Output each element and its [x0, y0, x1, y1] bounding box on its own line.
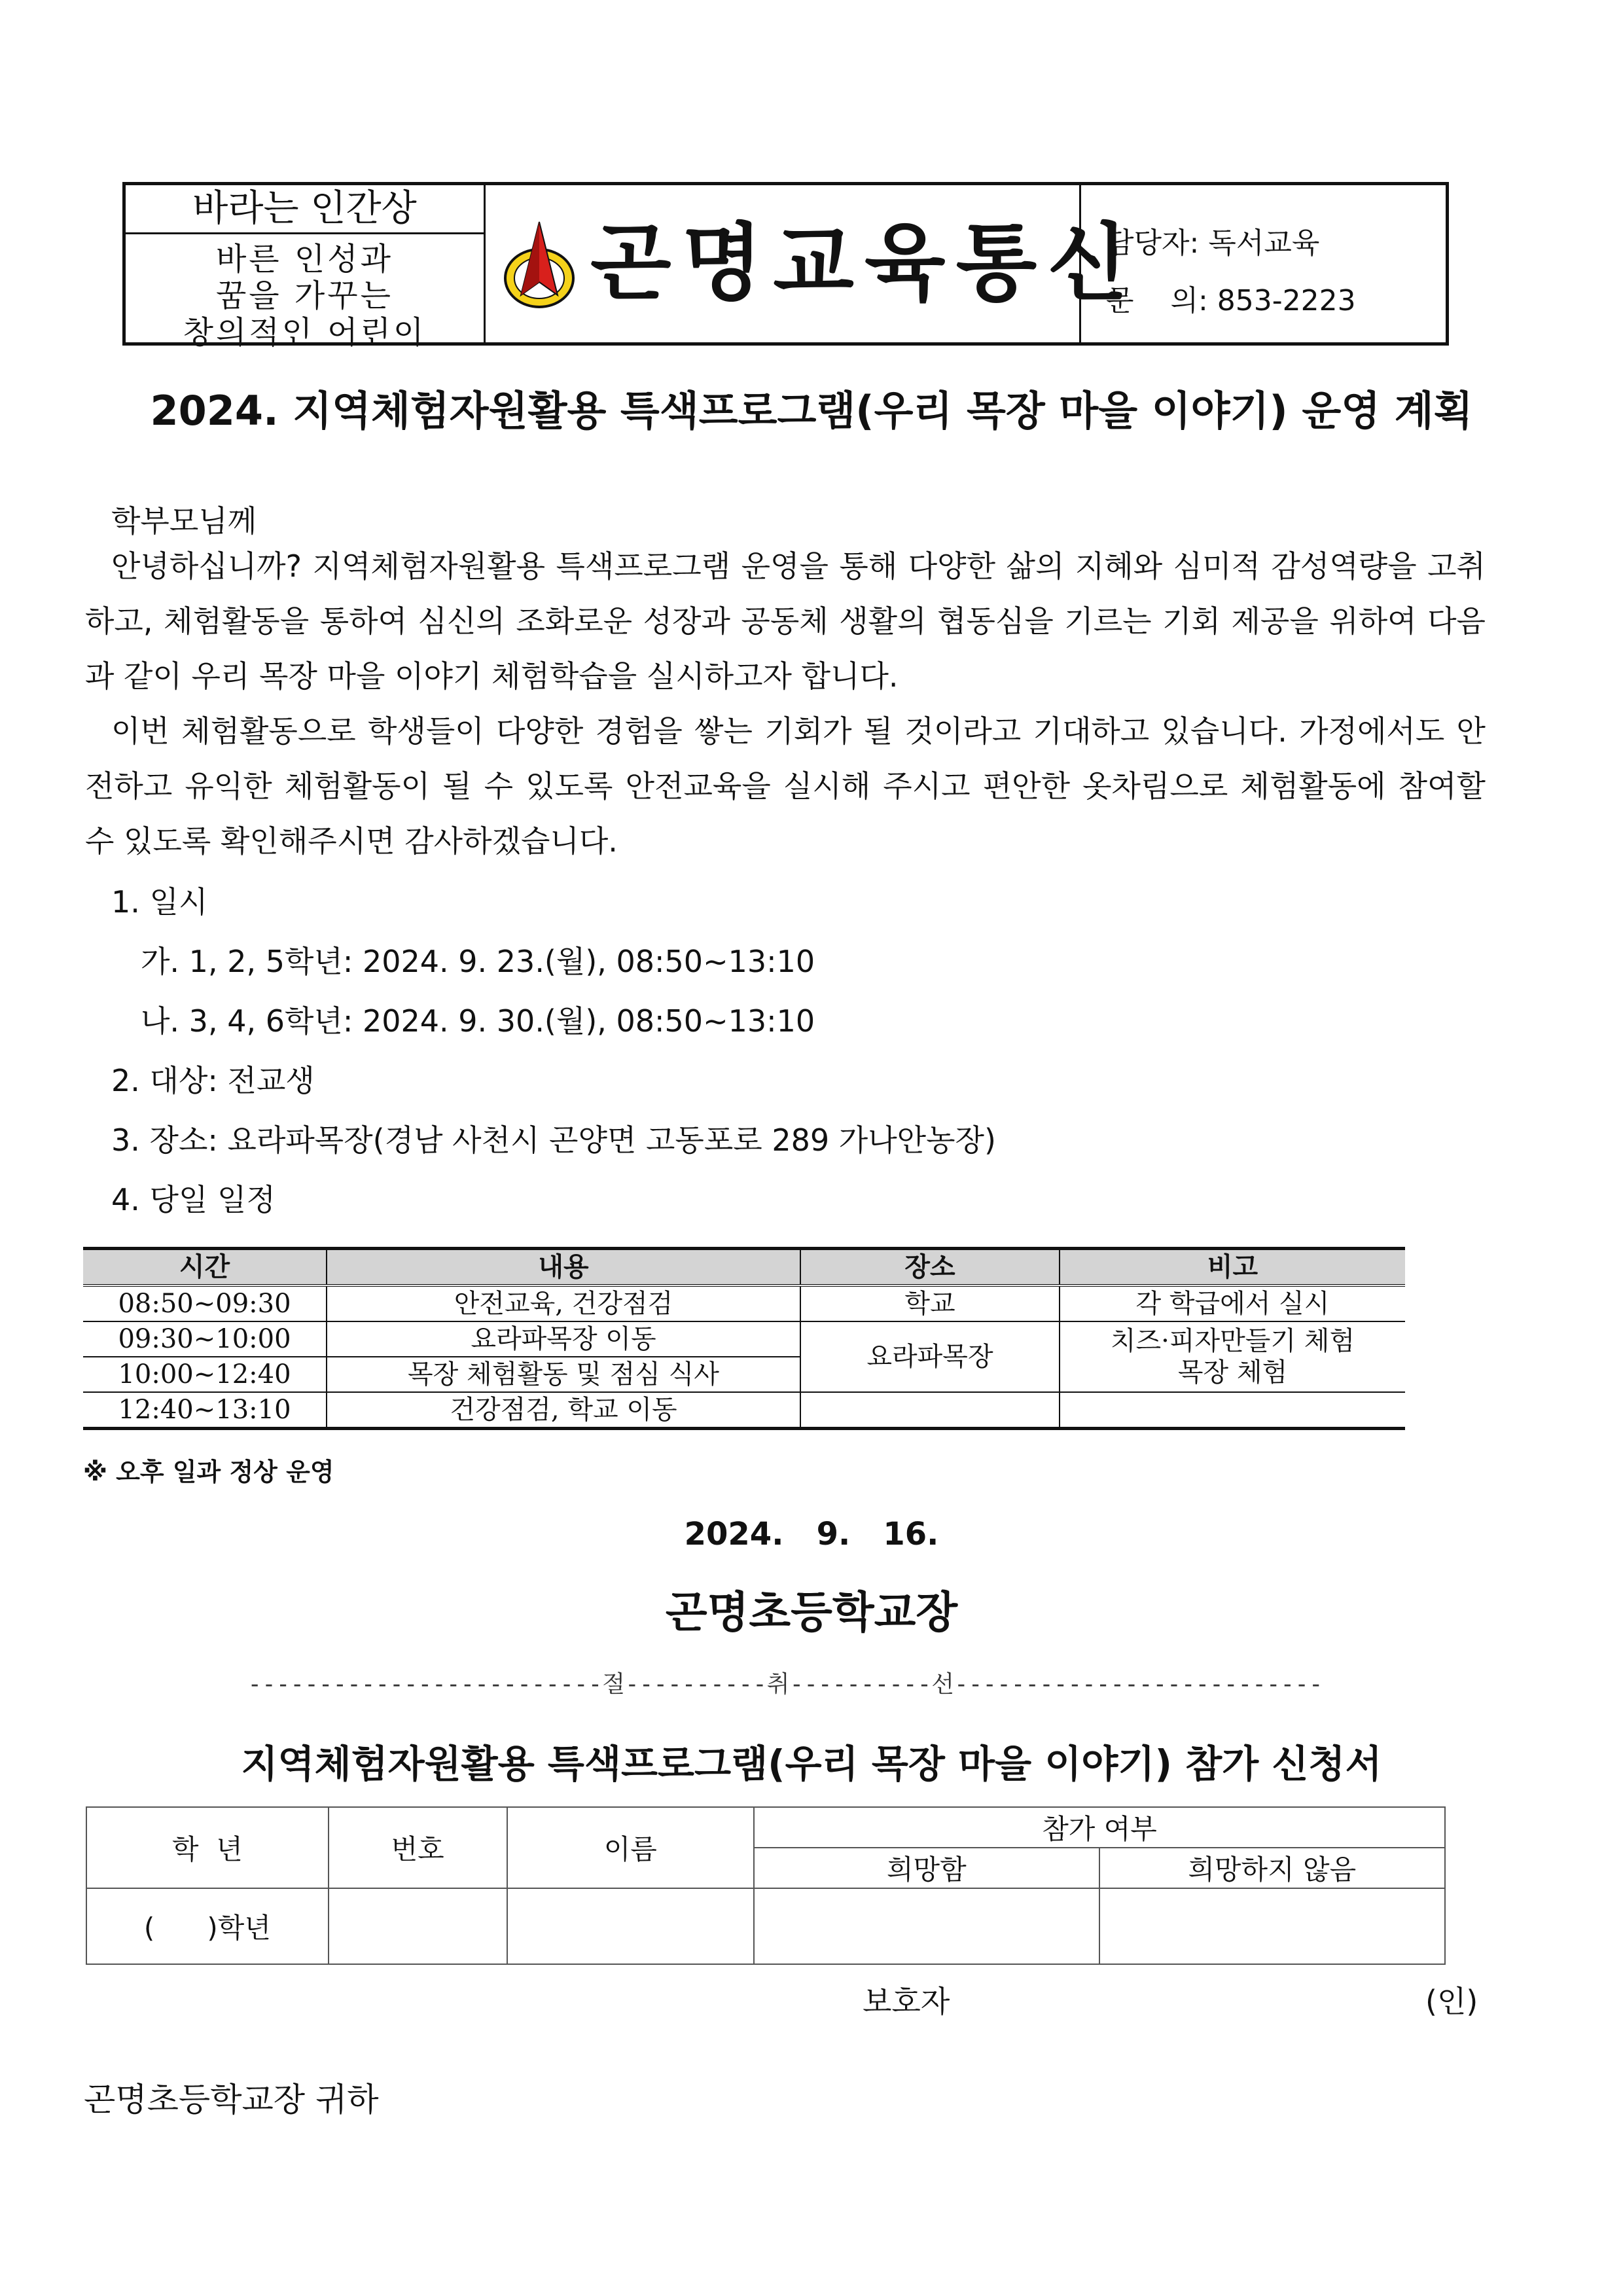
cell-content: 목장 체험활동 및 점심 식사 [327, 1357, 800, 1392]
participate-no-field[interactable] [1099, 1888, 1445, 1964]
form-title: 지역체험자원활용 특색프로그램(우리 목장 마을 이야기) 참가 신청서 [241, 1742, 1382, 1786]
table-row [83, 1285, 1405, 1321]
newsletter-brand [486, 185, 1139, 342]
table-header-row [86, 1807, 1445, 1848]
col-header-name: 이름 [507, 1807, 755, 1888]
cell-content: 요라파목장 이동 [327, 1321, 800, 1357]
contact-phone: 문 의: 853-2223 [1106, 284, 1356, 317]
motto-line: 바른 인성과 [215, 241, 394, 278]
motto-box [126, 185, 486, 351]
grade-field[interactable]: ( )학년 [86, 1888, 329, 1964]
cut-line: -------------------------절----------취----------선-------------------------- [247, 1671, 1323, 1698]
cell-place-merged: 요라파목장 [800, 1321, 1060, 1392]
cell-note: 각 학급에서 실시 [1060, 1285, 1405, 1321]
col-header-participation: 참가 여부 [754, 1807, 1445, 1848]
note-line: 치즈·피자만들기 체험 [1110, 1326, 1355, 1356]
col-header-number: 번호 [329, 1807, 507, 1888]
cell-place: 학교 [800, 1285, 1060, 1321]
item-date-heading: 1. 일시 [111, 884, 208, 920]
footnote: ※ 오후 일과 정상 운영 [83, 1458, 334, 1486]
table-header-row [83, 1249, 1405, 1286]
table-row [86, 1888, 1445, 1964]
name-field[interactable] [507, 1888, 755, 1964]
newsletter-header [122, 182, 1449, 351]
contact-person: 담당자: 독서교육 [1106, 226, 1320, 260]
page-title: 2024. 지역체험자원활용 특색프로그램(우리 목장 마을 이야기) 운영 계획 [150, 387, 1473, 435]
col-header-time: 시간 [83, 1249, 327, 1286]
greeting: 학부모님께 [111, 503, 257, 539]
participate-yes-field[interactable] [754, 1888, 1099, 1964]
col-header-note: 비고 [1060, 1249, 1405, 1286]
cell-place [800, 1392, 1060, 1429]
motto-text [126, 234, 484, 351]
item-target: 2. 대상: 전교생 [111, 1063, 315, 1098]
guardian-label: 보호자 [863, 1984, 950, 2019]
item-date-b: 나. 3, 4, 6학년: 2024. 9. 30.(월), 08:50~13:10 [141, 1003, 815, 1039]
col-header-place: 장소 [800, 1249, 1060, 1286]
number-field[interactable] [329, 1888, 507, 1964]
cell-time: 08:50~09:30 [83, 1285, 327, 1321]
cell-note-merged [1060, 1321, 1405, 1392]
col-header-no: 희망하지 않음 [1099, 1848, 1445, 1888]
cell-content: 안전교육, 건강점검 [327, 1285, 800, 1321]
table-row [83, 1392, 1405, 1429]
seal-label: (인) [1425, 1984, 1478, 2019]
item-schedule-heading: 4. 당일 일정 [111, 1182, 276, 1217]
col-header-yes: 희망함 [754, 1848, 1099, 1888]
schedule-table [83, 1247, 1405, 1430]
note-line: 목장 체험 [1177, 1357, 1288, 1388]
motto-line: 창의적인 어린이 [183, 314, 427, 351]
item-place: 3. 장소: 요라파목장(경남 사천시 곤양면 고동포로 289 가나안농장) [111, 1122, 996, 1158]
school-logo-icon [499, 218, 584, 316]
application-form-table [86, 1806, 1446, 1965]
cell-note [1060, 1392, 1405, 1429]
cell-time: 10:00~12:40 [83, 1357, 327, 1392]
contact-box [1081, 185, 1446, 342]
addressee: 곤명초등학교장 귀하 [84, 2081, 379, 2119]
item-date-a: 가. 1, 2, 5학년: 2024. 9. 23.(월), 08:50~13:10 [141, 944, 815, 979]
newsletter-name: 곤명교육통신 [590, 215, 1139, 312]
paragraph-intro: 안녕하십니까? 지역체험자원활용 특색프로그램 운영을 통해 다양한 삶의 지혜와 심미적 감성역량을 고취하고, 체험활동을 통하여 심신의 조화로운 성장과 공동체 생활의 협동심을 기르는 기회 제공을 위하여 다음과 같이 우리 목장 마을 이야기 체험학습을 실시하고자 합니다. [85, 548, 1486, 694]
issue-date: 2024. 9. 16. [684, 1516, 939, 1552]
principal-signature: 곤명초등학교장 [665, 1587, 958, 1638]
cell-content: 건강점검, 학교 이동 [327, 1392, 800, 1429]
motto-line: 꿈을 가꾸는 [215, 278, 394, 314]
col-header-content: 내용 [327, 1249, 800, 1286]
motto-title: 바라는 인간상 [126, 185, 484, 234]
paragraph-request: 이번 체험활동으로 학생들이 다양한 경험을 쌓는 기회가 될 것이라고 기대하고 있습니다. 가정에서도 안전하고 유익한 체험활동이 될 수 있도록 안전교육을 실시해 주시고 편안한 옷차림으로 체험활동에 참여할 수 있도록 확인해주시면 감사하겠습니다. [85, 713, 1486, 859]
cell-time: 12:40~13:10 [83, 1392, 327, 1429]
table-row [83, 1321, 1405, 1357]
col-header-grade: 학 년 [86, 1807, 329, 1888]
cell-time: 09:30~10:00 [83, 1321, 327, 1357]
